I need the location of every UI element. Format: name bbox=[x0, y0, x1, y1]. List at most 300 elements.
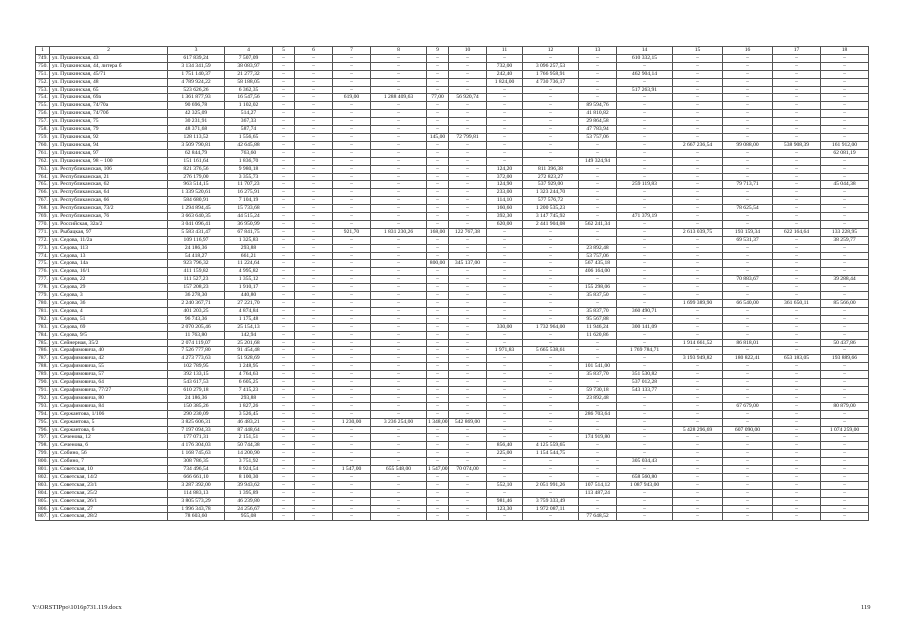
value-cell: 3 759 333,49 bbox=[523, 497, 579, 505]
value-cell: – bbox=[449, 252, 487, 260]
value-cell: – bbox=[449, 426, 487, 434]
table-row bbox=[36, 213, 869, 221]
value-cell: 177 071,31 bbox=[168, 434, 225, 442]
value-cell: – bbox=[617, 466, 673, 474]
value-cell: – bbox=[523, 228, 579, 236]
value-cell: – bbox=[371, 394, 427, 402]
value-cell: 133 228,95 bbox=[821, 228, 869, 236]
value-cell: – bbox=[821, 197, 869, 205]
column-number: 14 bbox=[617, 47, 673, 55]
value-cell: – bbox=[723, 86, 773, 94]
table-row bbox=[36, 505, 869, 513]
value-cell: – bbox=[449, 244, 487, 252]
value-cell: – bbox=[273, 292, 295, 300]
value-cell: – bbox=[295, 434, 333, 442]
value-cell: – bbox=[617, 149, 673, 157]
value-cell: 6 605,25 bbox=[225, 379, 273, 387]
row-number: 778. bbox=[36, 284, 50, 292]
row-number: 765. bbox=[36, 181, 50, 189]
value-cell: – bbox=[821, 497, 869, 505]
value-cell: 1 556,65 bbox=[225, 133, 273, 141]
value-cell: – bbox=[487, 292, 523, 300]
table-row bbox=[36, 236, 869, 244]
value-cell: – bbox=[371, 379, 427, 387]
address-cell: ул. Пушкинская, 92 bbox=[50, 133, 168, 141]
address-cell: ул. Сейнерная, 35/2 bbox=[50, 339, 168, 347]
value-cell: – bbox=[371, 268, 427, 276]
value-cell: – bbox=[821, 466, 869, 474]
value-cell: – bbox=[295, 244, 333, 252]
value-cell: – bbox=[333, 371, 371, 379]
value-cell: – bbox=[673, 513, 723, 521]
value-cell: – bbox=[449, 110, 487, 118]
value-cell: – bbox=[273, 347, 295, 355]
value-cell: – bbox=[723, 323, 773, 331]
column-number: 13 bbox=[579, 47, 617, 55]
value-cell: – bbox=[295, 284, 333, 292]
value-cell: 11 620,86 bbox=[579, 331, 617, 339]
value-cell: 2 667 236,54 bbox=[673, 141, 723, 149]
value-cell: 617 839,24 bbox=[168, 54, 225, 62]
value-cell: – bbox=[371, 157, 427, 165]
value-cell: – bbox=[821, 307, 869, 315]
value-cell: – bbox=[273, 244, 295, 252]
table-row bbox=[36, 292, 869, 300]
value-cell: – bbox=[523, 426, 579, 434]
value-cell: – bbox=[333, 268, 371, 276]
value-cell: – bbox=[295, 70, 333, 78]
value-cell: – bbox=[673, 70, 723, 78]
value-cell: – bbox=[273, 323, 295, 331]
value-cell: 54 418,27 bbox=[168, 252, 225, 260]
row-number: 783. bbox=[36, 323, 50, 331]
value-cell: – bbox=[617, 315, 673, 323]
value-cell: – bbox=[523, 418, 579, 426]
value-cell: – bbox=[371, 292, 427, 300]
address-cell: ул. Советская, 14/2 bbox=[50, 473, 168, 481]
value-cell: – bbox=[579, 402, 617, 410]
row-number: 804. bbox=[36, 489, 50, 497]
value-cell: – bbox=[449, 70, 487, 78]
value-cell: – bbox=[273, 268, 295, 276]
value-cell: – bbox=[673, 133, 723, 141]
value-cell: – bbox=[617, 426, 673, 434]
value-cell: – bbox=[273, 78, 295, 86]
value-cell: – bbox=[773, 197, 821, 205]
table-row bbox=[36, 323, 869, 331]
value-cell: – bbox=[449, 213, 487, 221]
value-cell: – bbox=[371, 315, 427, 323]
value-cell: 584 680,91 bbox=[168, 197, 225, 205]
value-cell: 67 679,00 bbox=[723, 402, 773, 410]
value-cell: – bbox=[295, 379, 333, 387]
value-cell: – bbox=[333, 189, 371, 197]
value-cell: – bbox=[579, 94, 617, 102]
value-cell: – bbox=[273, 355, 295, 363]
value-cell: – bbox=[487, 110, 523, 118]
value-cell: – bbox=[295, 426, 333, 434]
value-cell: – bbox=[773, 220, 821, 228]
value-cell: – bbox=[427, 70, 449, 78]
value-cell: 3 236 254,00 bbox=[371, 418, 427, 426]
address-cell: ул. Сеченова, 6 bbox=[50, 442, 168, 450]
value-cell: 3 825 606,31 bbox=[168, 418, 225, 426]
value-cell: – bbox=[333, 284, 371, 292]
value-cell: 174 919,80 bbox=[579, 434, 617, 442]
value-cell: – bbox=[333, 220, 371, 228]
value-cell: – bbox=[673, 213, 723, 221]
value-cell: – bbox=[449, 292, 487, 300]
value-cell: 655 548,00 bbox=[371, 466, 427, 474]
value-cell: – bbox=[673, 379, 723, 387]
value-cell: – bbox=[723, 442, 773, 450]
row-number: 755. bbox=[36, 102, 50, 110]
value-cell: – bbox=[333, 450, 371, 458]
value-cell: 276 179,00 bbox=[168, 173, 225, 181]
value-cell: – bbox=[673, 442, 723, 450]
value-cell: – bbox=[371, 102, 427, 110]
value-cell: – bbox=[523, 236, 579, 244]
value-cell: 537 012,28 bbox=[617, 379, 673, 387]
value-cell: – bbox=[371, 70, 427, 78]
value-cell: – bbox=[673, 157, 723, 165]
value-cell: – bbox=[579, 300, 617, 308]
value-cell: – bbox=[579, 355, 617, 363]
value-cell: – bbox=[449, 220, 487, 228]
row-number: 773. bbox=[36, 244, 50, 252]
value-cell: – bbox=[273, 189, 295, 197]
value-cell: – bbox=[579, 197, 617, 205]
value-cell: – bbox=[295, 181, 333, 189]
value-cell: – bbox=[295, 386, 333, 394]
value-cell: 85 566,00 bbox=[821, 300, 869, 308]
value-cell: 290 230,09 bbox=[168, 410, 225, 418]
value-cell: – bbox=[273, 94, 295, 102]
value-cell: – bbox=[821, 102, 869, 110]
value-cell: – bbox=[673, 315, 723, 323]
value-cell: – bbox=[579, 213, 617, 221]
value-cell: – bbox=[449, 276, 487, 284]
value-cell: 2 441 904,08 bbox=[523, 220, 579, 228]
value-cell: – bbox=[673, 236, 723, 244]
value-cell: 1 732 964,00 bbox=[523, 323, 579, 331]
table-row bbox=[36, 118, 869, 126]
table-row bbox=[36, 165, 869, 173]
value-cell: – bbox=[821, 347, 869, 355]
value-cell: – bbox=[773, 363, 821, 371]
address-cell: ул. Пушкинская, 75 bbox=[50, 118, 168, 126]
column-number: 17 bbox=[773, 47, 821, 55]
value-cell: – bbox=[773, 331, 821, 339]
table-row bbox=[36, 205, 869, 213]
row-number: 787. bbox=[36, 355, 50, 363]
value-cell: – bbox=[371, 426, 427, 434]
value-cell: 955,08 bbox=[225, 513, 273, 521]
table-row bbox=[36, 284, 869, 292]
value-cell: – bbox=[579, 276, 617, 284]
value-cell: – bbox=[673, 323, 723, 331]
value-cell: – bbox=[673, 481, 723, 489]
value-cell: – bbox=[579, 189, 617, 197]
value-cell: – bbox=[333, 323, 371, 331]
value-cell: – bbox=[487, 102, 523, 110]
value-cell: – bbox=[723, 197, 773, 205]
value-cell: – bbox=[773, 410, 821, 418]
row-number: 775. bbox=[36, 260, 50, 268]
value-cell: 272 823,27 bbox=[523, 173, 579, 181]
value-cell: 4 764,63 bbox=[225, 371, 273, 379]
value-cell: – bbox=[273, 371, 295, 379]
value-cell: 286 703,64 bbox=[579, 410, 617, 418]
value-cell: 161 912,00 bbox=[821, 141, 869, 149]
row-number: 780. bbox=[36, 300, 50, 308]
value-cell: – bbox=[295, 473, 333, 481]
value-cell: 67 841,75 bbox=[225, 228, 273, 236]
value-cell: – bbox=[487, 458, 523, 466]
value-cell: – bbox=[333, 505, 371, 513]
address-cell: ул. Седова, 22 bbox=[50, 276, 168, 284]
value-cell: 1 175,48 bbox=[225, 315, 273, 323]
value-cell: – bbox=[371, 149, 427, 157]
value-cell: 734 496,54 bbox=[168, 466, 225, 474]
value-cell: 107 514,12 bbox=[579, 481, 617, 489]
value-cell: – bbox=[273, 458, 295, 466]
table-row bbox=[36, 450, 869, 458]
value-cell: – bbox=[523, 394, 579, 402]
value-cell: – bbox=[579, 458, 617, 466]
row-number: 761. bbox=[36, 149, 50, 157]
value-cell: 577 576,72 bbox=[523, 197, 579, 205]
value-cell: – bbox=[821, 513, 869, 521]
value-cell: – bbox=[579, 379, 617, 387]
value-cell: – bbox=[773, 402, 821, 410]
value-cell: – bbox=[295, 394, 333, 402]
value-cell: – bbox=[427, 276, 449, 284]
value-cell: – bbox=[821, 126, 869, 134]
value-cell: – bbox=[821, 189, 869, 197]
value-cell: – bbox=[579, 70, 617, 78]
value-cell: – bbox=[295, 410, 333, 418]
value-cell: – bbox=[449, 323, 487, 331]
value-cell: 36 278,30 bbox=[168, 292, 225, 300]
value-cell: 666 661,10 bbox=[168, 473, 225, 481]
value-cell: 1 699 389,90 bbox=[673, 300, 723, 308]
value-cell: – bbox=[295, 307, 333, 315]
value-cell: – bbox=[523, 300, 579, 308]
value-cell: 128 113,52 bbox=[168, 133, 225, 141]
row-number: 759. bbox=[36, 133, 50, 141]
table-row bbox=[36, 300, 869, 308]
value-cell: – bbox=[821, 133, 869, 141]
value-cell: 42 325,09 bbox=[168, 110, 225, 118]
value-cell: – bbox=[333, 355, 371, 363]
value-cell: 1 395,89 bbox=[225, 489, 273, 497]
value-cell: 36 950,99 bbox=[225, 220, 273, 228]
value-cell: 168,00 bbox=[427, 228, 449, 236]
table-row bbox=[36, 402, 869, 410]
address-cell: ул. Седова, 36 bbox=[50, 300, 168, 308]
value-cell: – bbox=[273, 331, 295, 339]
row-number: 774. bbox=[36, 252, 50, 260]
value-cell: – bbox=[273, 181, 295, 189]
value-cell: – bbox=[579, 497, 617, 505]
value-cell: – bbox=[523, 284, 579, 292]
value-cell: 46 483,21 bbox=[225, 418, 273, 426]
value-cell: – bbox=[371, 458, 427, 466]
value-cell: – bbox=[295, 126, 333, 134]
value-cell: 1 294 894,45 bbox=[168, 205, 225, 213]
value-cell: – bbox=[295, 228, 333, 236]
value-cell: – bbox=[449, 363, 487, 371]
value-cell: – bbox=[295, 292, 333, 300]
value-cell: – bbox=[333, 458, 371, 466]
value-cell: – bbox=[273, 426, 295, 434]
value-cell: – bbox=[617, 228, 673, 236]
value-cell: – bbox=[723, 410, 773, 418]
value-cell: – bbox=[273, 173, 295, 181]
address-cell: ул. Седова, 69 bbox=[50, 323, 168, 331]
value-cell: 24 256,67 bbox=[225, 505, 273, 513]
value-cell: – bbox=[723, 110, 773, 118]
data-table bbox=[35, 46, 869, 521]
value-cell: 1 547,00 bbox=[428, 466, 448, 473]
column-number: 12 bbox=[523, 47, 579, 55]
value-cell: – bbox=[273, 481, 295, 489]
value-cell: 11 946,24 bbox=[579, 323, 617, 331]
value-cell: – bbox=[579, 505, 617, 513]
value-cell: – bbox=[723, 418, 773, 426]
row-number: 779. bbox=[36, 292, 50, 300]
address-cell: ул. Пушкинская, 44, литера б bbox=[50, 62, 168, 70]
value-cell: – bbox=[333, 315, 371, 323]
value-cell: 856,40 bbox=[487, 442, 523, 450]
value-cell: – bbox=[371, 126, 427, 134]
value-cell: – bbox=[449, 189, 487, 197]
value-cell: – bbox=[773, 426, 821, 434]
value-cell: 1 325,83 bbox=[225, 236, 273, 244]
value-cell: – bbox=[487, 126, 523, 134]
value-cell: – bbox=[617, 339, 673, 347]
value-cell: – bbox=[773, 307, 821, 315]
value-cell: – bbox=[673, 284, 723, 292]
value-cell: 124,20 bbox=[487, 165, 523, 173]
value-cell: – bbox=[333, 473, 371, 481]
value-cell: 360 490,71 bbox=[617, 307, 673, 315]
row-number: 788. bbox=[36, 363, 50, 371]
value-cell: – bbox=[449, 379, 487, 387]
value-cell: – bbox=[273, 386, 295, 394]
value-cell: – bbox=[523, 331, 579, 339]
value-cell: – bbox=[371, 189, 427, 197]
value-cell: – bbox=[617, 118, 673, 126]
value-cell: – bbox=[273, 260, 295, 268]
value-cell: – bbox=[273, 102, 295, 110]
value-cell: – bbox=[449, 173, 487, 181]
value-cell: – bbox=[427, 347, 449, 355]
value-cell: – bbox=[821, 473, 869, 481]
value-cell: 233,00 bbox=[487, 189, 523, 197]
row-number: 806. bbox=[36, 505, 50, 513]
value-cell: – bbox=[333, 292, 371, 300]
value-cell: – bbox=[295, 197, 333, 205]
value-cell: – bbox=[723, 434, 773, 442]
value-cell: – bbox=[523, 292, 579, 300]
value-cell: – bbox=[487, 426, 523, 434]
value-cell: – bbox=[723, 189, 773, 197]
column-number: 7 bbox=[333, 47, 371, 55]
row-number: 789. bbox=[36, 371, 50, 379]
value-cell: 330,00 bbox=[487, 323, 523, 331]
row-number: 768. bbox=[36, 205, 50, 213]
value-cell: – bbox=[487, 418, 523, 426]
value-cell: – bbox=[487, 331, 523, 339]
value-cell: – bbox=[773, 205, 821, 213]
value-cell: – bbox=[333, 173, 371, 181]
value-cell: 7 104,19 bbox=[225, 197, 273, 205]
value-cell: – bbox=[723, 386, 773, 394]
value-cell: – bbox=[295, 260, 333, 268]
value-cell: – bbox=[427, 252, 449, 260]
value-cell: 401 203,25 bbox=[168, 307, 225, 315]
table-row bbox=[36, 434, 869, 442]
value-cell: – bbox=[723, 94, 773, 102]
value-cell: 1 751 140,37 bbox=[168, 70, 225, 78]
value-cell: 2 613 039,75 bbox=[673, 228, 723, 236]
value-cell: 89 594,76 bbox=[579, 102, 617, 110]
value-cell: – bbox=[723, 481, 773, 489]
value-cell: 53 757,06 bbox=[579, 133, 617, 141]
value-cell: – bbox=[487, 339, 523, 347]
value-cell: – bbox=[673, 402, 723, 410]
value-cell: – bbox=[295, 442, 333, 450]
value-cell: – bbox=[273, 141, 295, 149]
value-cell: – bbox=[723, 379, 773, 387]
value-cell: – bbox=[295, 418, 333, 426]
value-cell: – bbox=[333, 181, 371, 189]
value-cell: – bbox=[427, 505, 449, 513]
value-cell: – bbox=[723, 505, 773, 513]
value-cell: 4 176 304,03 bbox=[168, 442, 225, 450]
value-cell: – bbox=[273, 315, 295, 323]
value-cell: – bbox=[295, 149, 333, 157]
value-cell: – bbox=[333, 442, 371, 450]
table-header-row bbox=[36, 47, 869, 55]
value-cell: – bbox=[487, 149, 523, 157]
value-cell: – bbox=[427, 394, 449, 402]
value-cell: 1 348,00 bbox=[428, 418, 448, 425]
table-row bbox=[36, 458, 869, 466]
table-row bbox=[36, 133, 869, 141]
value-cell: – bbox=[333, 213, 371, 221]
value-cell: – bbox=[773, 473, 821, 481]
table-row bbox=[36, 307, 869, 315]
value-cell: – bbox=[487, 94, 523, 102]
value-cell: – bbox=[821, 268, 869, 276]
value-cell: 542 869,00 bbox=[449, 418, 487, 426]
value-cell: – bbox=[487, 315, 523, 323]
value-cell: 62 081,19 bbox=[821, 149, 869, 157]
value-cell: – bbox=[449, 497, 487, 505]
address-cell: ул. Республиканская, 76 bbox=[50, 213, 168, 221]
value-cell: – bbox=[295, 236, 333, 244]
table-row bbox=[36, 141, 869, 149]
value-cell: – bbox=[273, 402, 295, 410]
value-cell: 45 044,38 bbox=[821, 181, 869, 189]
address-cell: ул. Седова, 9/5 bbox=[50, 331, 168, 339]
value-cell: – bbox=[723, 78, 773, 86]
value-cell: – bbox=[333, 307, 371, 315]
value-cell: – bbox=[723, 165, 773, 173]
